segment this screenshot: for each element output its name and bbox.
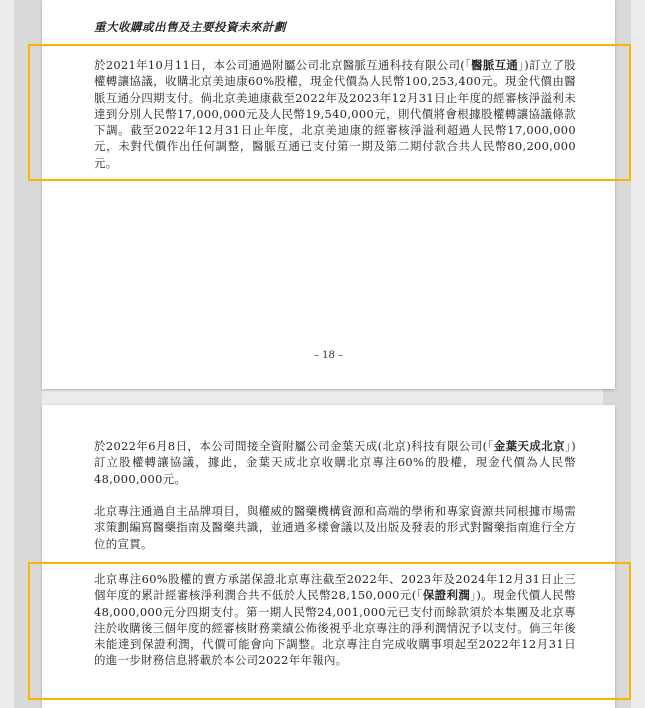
paragraph-zhuanzhu-business: 北京專注通過自主品牌項目，與權威的醫藥機構資源和高端的學術和專家資源共同根據市場需求策劃編寫醫藥指南及醫藥共識，並通過多樣會議以及出版及發表的形式對醫藥指南進行全方位的宣貫。 (94, 504, 576, 551)
paragraph-2-text-end: 」)訂立股權轉讓協議，據此，金葉天成北京收購北京專注60%的股權，現金代價為人民幣48,000,000元。 (94, 439, 576, 486)
paragraph-4-text-end: 」)。現金代價人民幣48,000,000元分四期支付。第一期人民幣24,001,000元已支付而餘款須於本集團及北京專注於收購後三個年度的經審核財務業績公佈後視乎北京專注的淨利潤情況予以支付。倘三年後未能達到保證利潤，代價可能會向下調整。北京專注自完成收購事項起至2022年12月31日的進一步財務信息將載於本公司2022年年報內。 (94, 588, 577, 668)
paragraph-acquisition-zhuanzhu (94, 438, 576, 487)
paragraph-guaranteed-profit (94, 571, 576, 669)
paragraph-1-text-end: 」)訂立了股權轉讓協議，收購北京美迪康60%股權，現金代價為人民幣100,253,400元。現金代價由醫脈互通分四期支付。倘北京美迪康截至2022年及2023年12月31日止年度的經審核淨溢利未達到分別人民幣17,000,000元及人民幣19,540,000元，則代價將會根據股權轉讓協議條款下調。截至2022年12月31日止年度，北京美迪康的經審核淨溢利超過人民幣17,000,000元，未對代價作出任何調整，醫脈互通已支付第一期及第二期付款合共人民幣80,200,000元。 (94, 58, 576, 170)
page-number: – 18 – (313, 350, 344, 361)
paragraph-2-text-start: 於2022年6月8日，本公司間接全資附屬公司金葉天成(北京)科技有限公司(「 (94, 439, 494, 453)
paragraph-1-text-start: 於2021年10月11日，本公司通過附屬公司北京醫脈互通科技有限公司(「 (94, 58, 472, 72)
defined-term-jinyetiancheng: 金葉天成北京 (493, 439, 566, 453)
paragraph-4-text-start: 北京專注60%股權的賣方承諾保證北京專注截至2022年、2023年及2024年12月31日止三個年度的累計經審核淨利潤合共不低於人民幣28,150,000元(「 (94, 572, 576, 603)
defined-term-guaranteed-profit: 保證利潤 (422, 588, 471, 603)
defined-term-yimaihutong: 醫脈互通 (471, 58, 519, 72)
document-page-18 (42, 0, 615, 389)
section-heading: 重大收購或出售及主要投資未來計劃 (94, 20, 286, 34)
paragraph-acquisition-meidikang (94, 57, 576, 171)
document-page-19 (42, 405, 615, 708)
viewer-margin-left (14, 0, 42, 708)
